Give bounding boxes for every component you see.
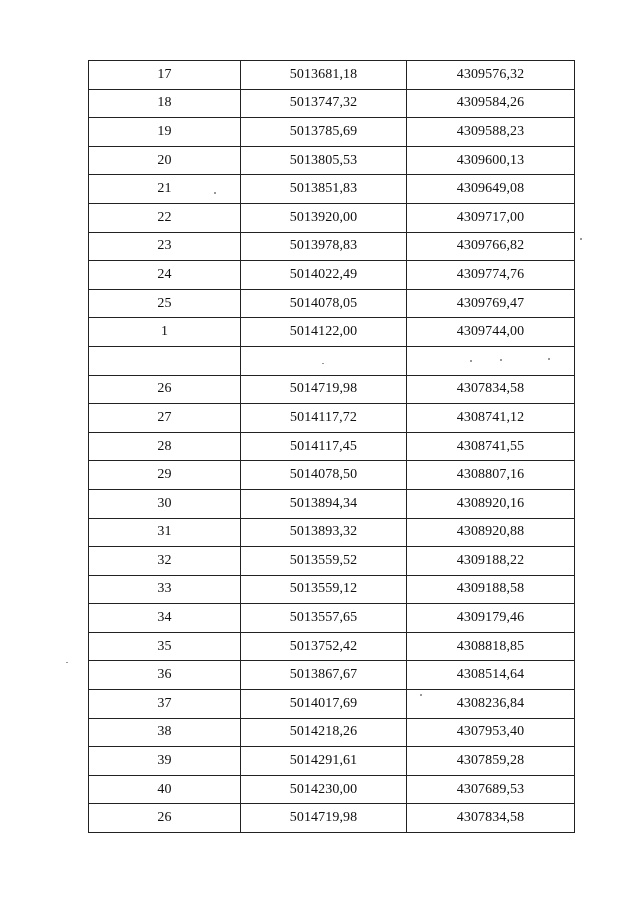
point-number-cell: 26 — [89, 804, 241, 833]
y-coordinate-cell: 4308236,84 — [407, 690, 575, 719]
x-coordinate-cell: 5014230,00 — [241, 775, 407, 804]
y-coordinate-cell: 4307859,28 — [407, 747, 575, 776]
scan-speck — [470, 360, 472, 362]
point-number-cell: 32 — [89, 547, 241, 576]
x-coordinate-cell: 5013752,42 — [241, 632, 407, 661]
x-coordinate-cell: 5013978,83 — [241, 232, 407, 261]
point-number-cell: 36 — [89, 661, 241, 690]
x-coordinate-cell: 5013557,65 — [241, 604, 407, 633]
y-coordinate-cell — [407, 346, 575, 375]
point-number-cell: 37 — [89, 690, 241, 719]
point-number-cell: 17 — [89, 61, 241, 90]
scan-speck — [420, 694, 422, 696]
table-row — [89, 203, 575, 232]
scan-speck — [580, 238, 582, 240]
table-row — [89, 261, 575, 290]
point-number-cell: 39 — [89, 747, 241, 776]
x-coordinate-cell: 5014022,49 — [241, 261, 407, 290]
table-row — [89, 804, 575, 833]
y-coordinate-cell: 4308807,16 — [407, 461, 575, 490]
point-number-cell: 23 — [89, 232, 241, 261]
x-coordinate-cell: 5013867,67 — [241, 661, 407, 690]
x-coordinate-cell: 5014719,98 — [241, 375, 407, 404]
x-coordinate-cell: 5013785,69 — [241, 118, 407, 147]
x-coordinate-cell: 5013559,52 — [241, 547, 407, 576]
x-coordinate-cell: 5014117,72 — [241, 404, 407, 433]
scan-speck — [214, 192, 216, 194]
point-number-cell: 30 — [89, 489, 241, 518]
y-coordinate-cell: 4307689,53 — [407, 775, 575, 804]
y-coordinate-cell: 4309576,32 — [407, 61, 575, 90]
point-number-cell: 26 — [89, 375, 241, 404]
y-coordinate-cell: 4308818,85 — [407, 632, 575, 661]
y-coordinate-cell: 4309188,22 — [407, 547, 575, 576]
table-row — [89, 747, 575, 776]
point-number-cell: 29 — [89, 461, 241, 490]
table-row — [89, 175, 575, 204]
x-coordinate-cell: 5014218,26 — [241, 718, 407, 747]
y-coordinate-cell: 4309717,00 — [407, 203, 575, 232]
y-coordinate-cell: 4308514,64 — [407, 661, 575, 690]
y-coordinate-cell: 4309744,00 — [407, 318, 575, 347]
y-coordinate-cell: 4307953,40 — [407, 718, 575, 747]
x-coordinate-cell: 5013681,18 — [241, 61, 407, 90]
point-number-cell: 19 — [89, 118, 241, 147]
x-coordinate-cell: 5014078,05 — [241, 289, 407, 318]
table-row — [89, 547, 575, 576]
x-coordinate-cell: 5014017,69 — [241, 690, 407, 719]
scan-speck — [500, 359, 502, 361]
point-number-cell: 31 — [89, 518, 241, 547]
table-row — [89, 61, 575, 90]
y-coordinate-cell: 4308920,16 — [407, 489, 575, 518]
y-coordinate-cell: 4309649,08 — [407, 175, 575, 204]
table-row — [89, 632, 575, 661]
point-number-cell: 20 — [89, 146, 241, 175]
x-coordinate-cell: 5013894,34 — [241, 489, 407, 518]
table-row — [89, 432, 575, 461]
table-row — [89, 718, 575, 747]
point-number-cell: 18 — [89, 89, 241, 118]
y-coordinate-cell: 4309588,23 — [407, 118, 575, 147]
coordinates-table-body — [89, 61, 575, 833]
point-number-cell: 27 — [89, 404, 241, 433]
table-row — [89, 518, 575, 547]
table-row — [89, 375, 575, 404]
x-coordinate-cell: 5013559,12 — [241, 575, 407, 604]
x-coordinate-cell: 5014078,50 — [241, 461, 407, 490]
table-row — [89, 604, 575, 633]
x-coordinate-cell: 5013805,53 — [241, 146, 407, 175]
y-coordinate-cell: 4309179,46 — [407, 604, 575, 633]
point-number-cell: 28 — [89, 432, 241, 461]
point-number-cell: 40 — [89, 775, 241, 804]
y-coordinate-cell: 4307834,58 — [407, 375, 575, 404]
scan-speck — [66, 662, 68, 663]
y-coordinate-cell: 4309188,58 — [407, 575, 575, 604]
y-coordinate-cell: 4309774,76 — [407, 261, 575, 290]
x-coordinate-cell: 5013747,32 — [241, 89, 407, 118]
scan-speck — [322, 363, 324, 364]
x-coordinate-cell: 5013920,00 — [241, 203, 407, 232]
x-coordinate-cell: 5014719,98 — [241, 804, 407, 833]
y-coordinate-cell: 4308741,55 — [407, 432, 575, 461]
point-number-cell: 38 — [89, 718, 241, 747]
table-row — [89, 461, 575, 490]
y-coordinate-cell: 4309769,47 — [407, 289, 575, 318]
y-coordinate-cell: 4307834,58 — [407, 804, 575, 833]
x-coordinate-cell — [241, 346, 407, 375]
point-number-cell: 21 — [89, 175, 241, 204]
x-coordinate-cell: 5013851,83 — [241, 175, 407, 204]
table-row — [89, 404, 575, 433]
point-number-cell: 22 — [89, 203, 241, 232]
table-row — [89, 489, 575, 518]
table-row — [89, 575, 575, 604]
y-coordinate-cell: 4309600,13 — [407, 146, 575, 175]
point-number-cell: 25 — [89, 289, 241, 318]
x-coordinate-cell: 5014291,61 — [241, 747, 407, 776]
table-row — [89, 690, 575, 719]
scan-speck — [548, 358, 550, 360]
y-coordinate-cell: 4308920,88 — [407, 518, 575, 547]
y-coordinate-cell: 4308741,12 — [407, 404, 575, 433]
table-row — [89, 661, 575, 690]
y-coordinate-cell: 4309766,82 — [407, 232, 575, 261]
table-row — [89, 118, 575, 147]
x-coordinate-cell: 5014117,45 — [241, 432, 407, 461]
table-row — [89, 289, 575, 318]
point-number-cell: 34 — [89, 604, 241, 633]
x-coordinate-cell: 5013893,32 — [241, 518, 407, 547]
point-number-cell — [89, 346, 241, 375]
coordinates-table — [88, 60, 575, 833]
point-number-cell: 1 — [89, 318, 241, 347]
point-number-cell: 35 — [89, 632, 241, 661]
table-row — [89, 318, 575, 347]
table-row — [89, 232, 575, 261]
table-row — [89, 775, 575, 804]
x-coordinate-cell: 5014122,00 — [241, 318, 407, 347]
y-coordinate-cell: 4309584,26 — [407, 89, 575, 118]
point-number-cell: 33 — [89, 575, 241, 604]
table-row — [89, 89, 575, 118]
table-row — [89, 146, 575, 175]
point-number-cell: 24 — [89, 261, 241, 290]
